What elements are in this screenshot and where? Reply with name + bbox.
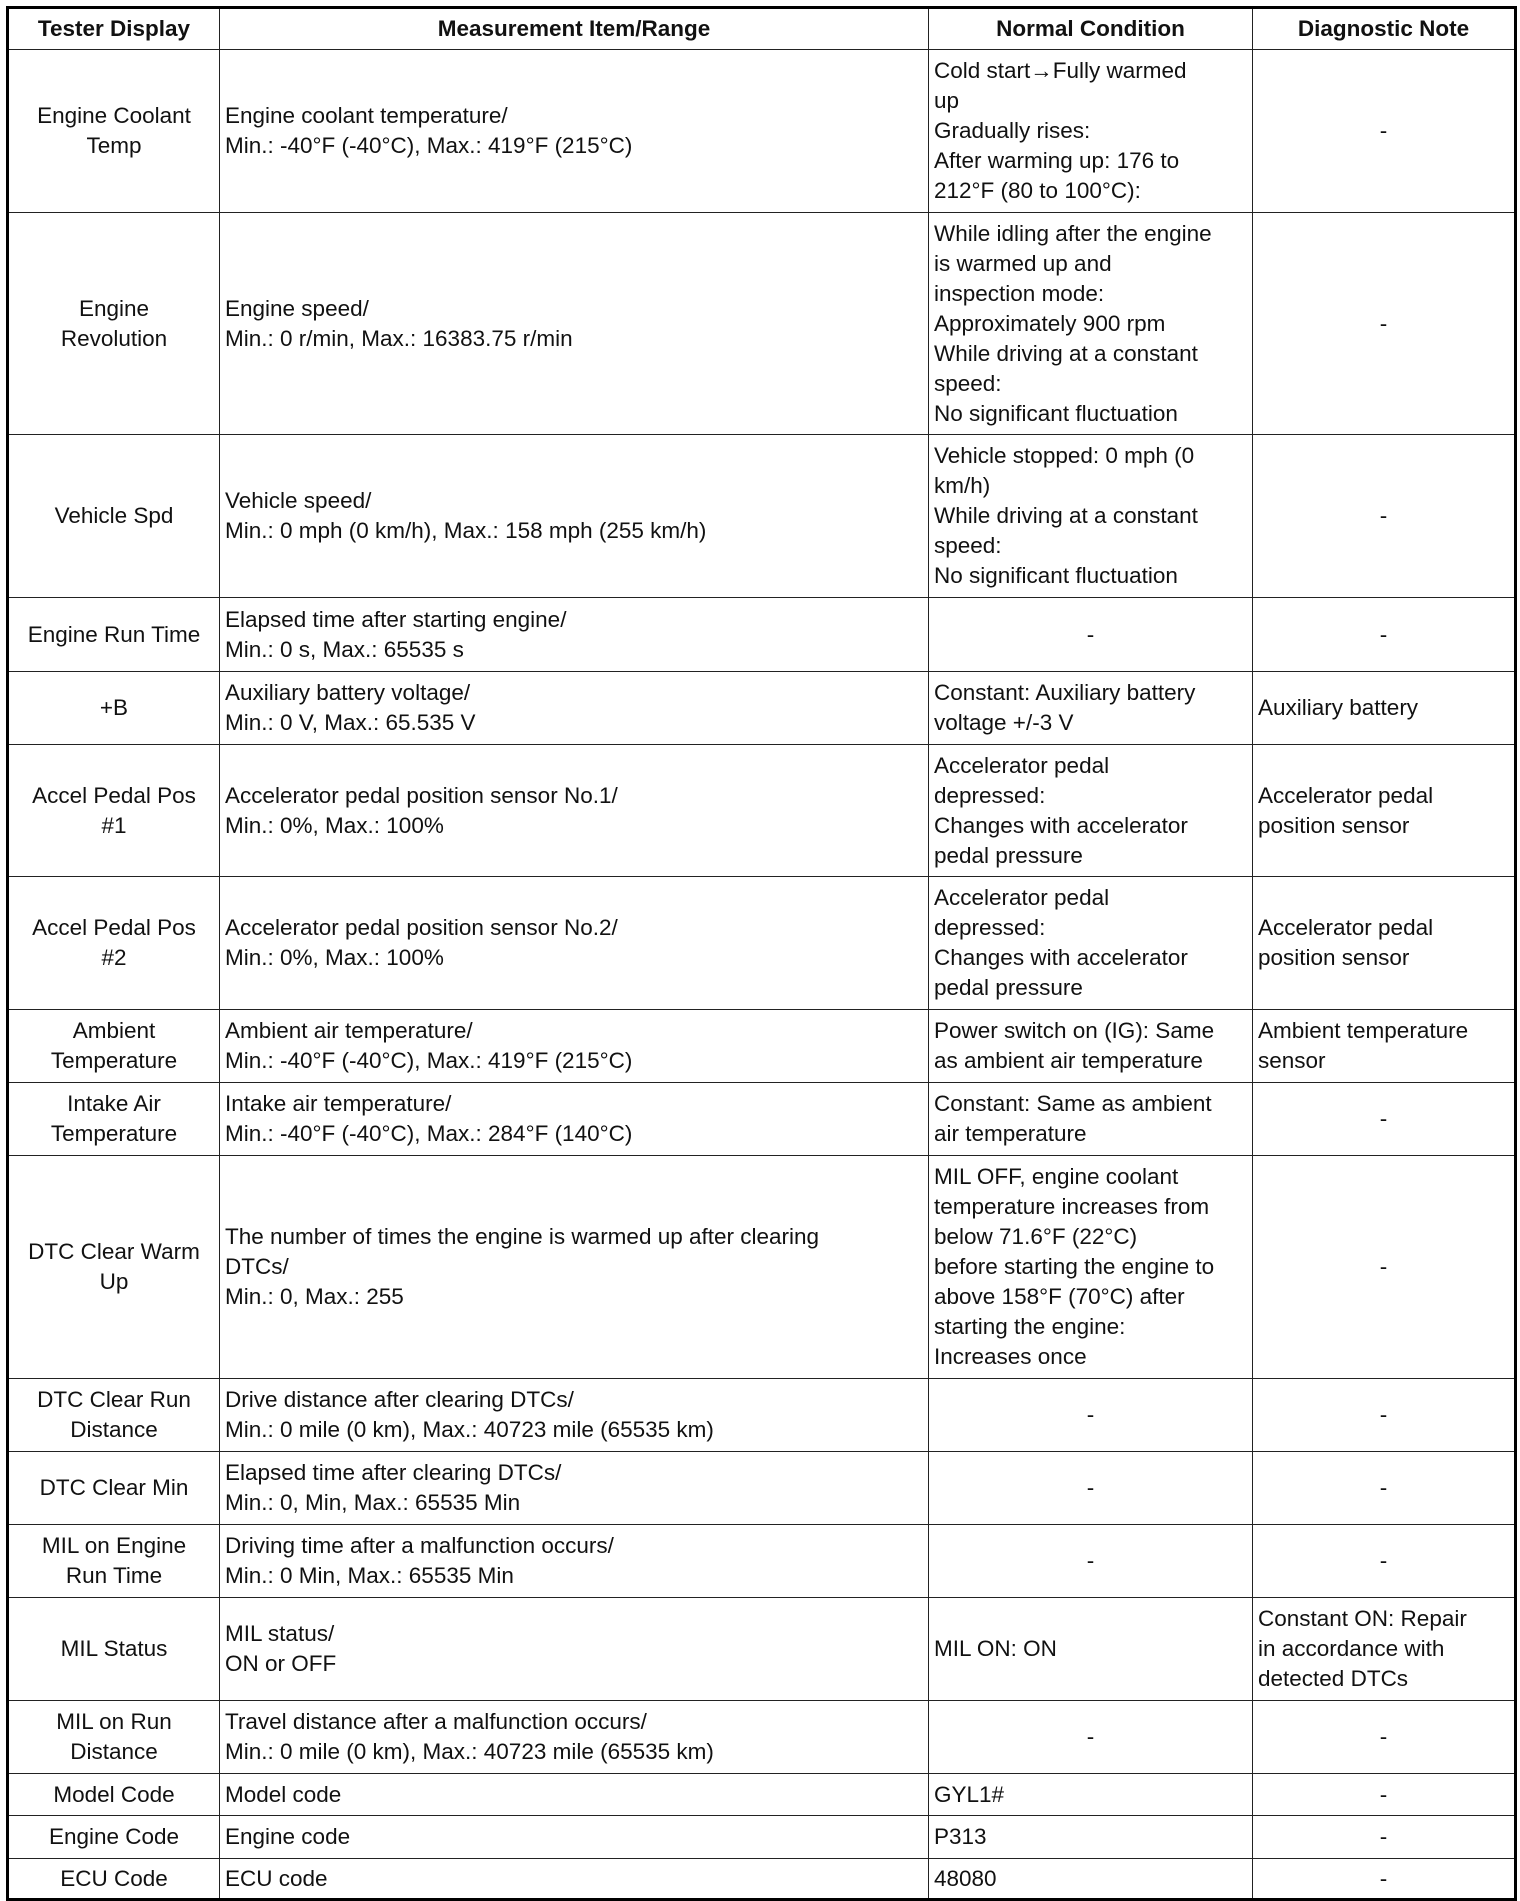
cell-line: The number of times the engine is warmed up after clearing <box>225 1224 820 1249</box>
cell-line: Constant: Auxiliary battery <box>934 680 1196 705</box>
cell-line: above 158°F (70°C) after <box>934 1284 1185 1309</box>
cell-line: Accelerator pedal <box>934 885 1110 910</box>
cell-line: Accel Pedal Pos <box>32 782 196 808</box>
tester-display-cell <box>8 1774 220 1816</box>
tester-display-cell <box>8 1083 220 1156</box>
normal-condition-cell <box>929 745 1253 877</box>
table-row <box>8 745 1516 877</box>
cell-line: below 71.6°F (22°C) <box>934 1224 1138 1249</box>
cell-line: - <box>1379 1781 1388 1807</box>
diagnostic-note-cell <box>1253 1156 1516 1379</box>
cell-line: Temperature <box>50 1048 178 1073</box>
cell-line: P313 <box>934 1824 987 1849</box>
cell-line: - <box>1379 1402 1388 1427</box>
cell-line: Power switch on (IG): Same <box>934 1018 1215 1043</box>
table-row <box>8 1774 1516 1816</box>
diagnostic-note-cell <box>1253 1598 1516 1701</box>
cell-line: Min.: 0, Max.: 255 <box>225 1284 404 1309</box>
cell-line: Auxiliary battery voltage/ <box>225 680 471 705</box>
measurement-item-cell <box>220 1598 929 1701</box>
cell-line: Changes with accelerator <box>934 812 1188 838</box>
cell-line: #2 <box>101 945 127 970</box>
tester-display-cell <box>8 50 220 213</box>
cell-line: air temperature <box>934 1121 1087 1146</box>
normal-condition-cell <box>929 1010 1253 1083</box>
table-row <box>8 1598 1516 1701</box>
cell-line: Model Code <box>53 1781 175 1807</box>
cell-line: Engine coolant temperature/ <box>225 103 508 128</box>
cell-line: Min.: 0 Min, Max.: 65535 Min <box>225 1563 514 1588</box>
cell-line: Ambient <box>72 1018 156 1043</box>
cell-line: Increases once <box>934 1344 1087 1369</box>
cell-line: MIL ON: ON <box>934 1636 1057 1661</box>
header-tester-display: Tester Display <box>8 8 220 50</box>
cell-line: MIL OFF, engine coolant <box>934 1164 1179 1189</box>
cell-line: ECU code <box>225 1865 328 1891</box>
cell-line: Accelerator pedal position sensor No.2/ <box>225 915 618 940</box>
cell-line: MIL Status <box>60 1636 168 1661</box>
table-row <box>8 1525 1516 1598</box>
tester-display-cell <box>8 1379 220 1452</box>
normal-condition-cell <box>929 1452 1253 1525</box>
measurement-item-cell <box>220 1452 929 1525</box>
cell-line: speed: <box>934 533 1002 558</box>
measurement-item-cell <box>220 50 929 213</box>
cell-line: Elapsed time after starting engine/ <box>225 606 567 632</box>
cell-line: - <box>1086 1548 1095 1573</box>
measurement-item-cell <box>220 1379 929 1452</box>
cell-line: Ambient air temperature/ <box>225 1018 473 1043</box>
normal-condition-cell <box>929 435 1253 598</box>
normal-condition-cell <box>929 1859 1253 1900</box>
cell-line: Min.: 0 mile (0 km), Max.: 40723 mile (65535 km) <box>225 1739 714 1764</box>
cell-line: depressed: <box>934 782 1046 808</box>
diagnostic-note-cell <box>1253 435 1516 598</box>
cell-line: Constant: Same as ambient <box>934 1091 1212 1116</box>
cell-line: Vehicle stopped: 0 mph (0 <box>934 443 1195 468</box>
table-row <box>8 1701 1516 1774</box>
cell-line: Engine <box>78 295 150 321</box>
measurement-item-cell <box>220 1774 929 1816</box>
cell-line: DTCs/ <box>225 1254 289 1279</box>
cell-line: DTC Clear Warm <box>28 1239 200 1264</box>
cell-line: Min.: -40°F (-40°C), Max.: 419°F (215°C) <box>225 133 633 158</box>
measurement-item-cell <box>220 1525 929 1598</box>
table-row <box>8 598 1516 672</box>
cell-line: Distance <box>70 1417 158 1442</box>
cell-line: temperature increases from <box>934 1194 1210 1219</box>
cell-line: Min.: 0 V, Max.: 65.535 V <box>225 710 476 735</box>
cell-line: pedal pressure <box>934 975 1083 1000</box>
measurement-item-cell <box>220 877 929 1010</box>
measurement-item-cell <box>220 213 929 435</box>
cell-line: Run Time <box>65 1563 163 1588</box>
cell-line: 212°F (80 to 100°C): <box>934 178 1141 203</box>
diagnostic-note-cell <box>1253 598 1516 672</box>
cell-line: Distance <box>70 1739 158 1764</box>
cell-line: - <box>1379 310 1388 336</box>
measurement-item-cell <box>220 598 929 672</box>
normal-condition-cell <box>929 877 1253 1010</box>
cell-line: - <box>1379 1475 1388 1500</box>
normal-condition-cell <box>929 1598 1253 1701</box>
cell-line: Vehicle speed/ <box>225 488 372 513</box>
measurement-item-cell <box>220 435 929 598</box>
normal-condition-cell <box>929 672 1253 745</box>
cell-line: - <box>1379 1824 1388 1849</box>
cell-line: - <box>1379 1724 1388 1749</box>
cell-line: Min.: 0 mph (0 km/h), Max.: 158 mph (255 km/h) <box>225 518 707 543</box>
cell-line: Drive distance after clearing DTCs/ <box>225 1387 574 1412</box>
cell-line: in accordance with <box>1258 1636 1445 1661</box>
cell-line: No significant fluctuation <box>934 400 1178 426</box>
cell-line: Gradually rises: <box>934 118 1091 143</box>
cell-line: - <box>1086 1402 1095 1427</box>
diagnostic-note-cell <box>1253 1379 1516 1452</box>
cell-line: before starting the engine to <box>934 1254 1215 1279</box>
cell-line: Min.: 0%, Max.: 100% <box>225 812 444 838</box>
cell-line: Engine Code <box>48 1824 180 1849</box>
cell-line: - <box>1379 1865 1388 1891</box>
tester-display-cell <box>8 1859 220 1900</box>
normal-condition-cell <box>929 1525 1253 1598</box>
normal-condition-cell <box>929 1156 1253 1379</box>
cell-line: #1 <box>101 812 127 838</box>
cell-line: No significant fluctuation <box>934 563 1178 588</box>
cell-line: Min.: -40°F (-40°C), Max.: 419°F (215°C) <box>225 1048 633 1073</box>
cell-line: Intake Air <box>67 1091 161 1116</box>
header-normal-condition: Normal Condition <box>929 8 1253 50</box>
cell-line: as ambient air temperature <box>934 1048 1203 1073</box>
cell-line: - <box>1379 621 1388 647</box>
cell-line: Temperature <box>50 1121 178 1146</box>
tester-display-cell <box>8 745 220 877</box>
cell-line: Accelerator pedal <box>1258 782 1434 808</box>
cell-line: Changes with accelerator <box>934 945 1188 970</box>
header-diagnostic-note: Diagnostic Note <box>1253 8 1516 50</box>
table-row <box>8 213 1516 435</box>
cell-line: Min.: 0 s, Max.: 65535 s <box>225 636 464 662</box>
cell-line: inspection mode: <box>934 280 1105 306</box>
cell-line: Temp <box>86 133 142 158</box>
cell-line: Constant ON: Repair <box>1258 1606 1467 1631</box>
cell-line: Min.: 0%, Max.: 100% <box>225 945 444 970</box>
cell-line: 48080 <box>934 1865 997 1891</box>
cell-line: Ambient temperature <box>1258 1018 1469 1043</box>
diagnostic-note-cell <box>1253 1452 1516 1525</box>
cell-line: Revolution <box>60 325 168 351</box>
measurement-item-cell <box>220 1859 929 1900</box>
diagnostic-note-cell <box>1253 877 1516 1010</box>
diagnostic-note-cell <box>1253 1525 1516 1598</box>
cell-line: Cold start→Fully warmed <box>934 58 1187 83</box>
diagnostic-note-cell <box>1253 745 1516 877</box>
cell-line: Model code <box>225 1781 342 1807</box>
measurement-item-cell <box>220 1156 929 1379</box>
diagnostic-note-cell <box>1253 1774 1516 1816</box>
table-row <box>8 1083 1516 1156</box>
cell-line: - <box>1379 1548 1388 1573</box>
cell-line: ECU Code <box>60 1865 168 1891</box>
cell-line: +B <box>99 695 129 720</box>
table-row <box>8 1379 1516 1452</box>
cell-line: Auxiliary battery <box>1258 695 1419 720</box>
cell-line: DTC Clear Run <box>37 1387 191 1412</box>
diagnostic-note-cell <box>1253 672 1516 745</box>
normal-condition-cell <box>929 1083 1253 1156</box>
measurement-item-cell <box>220 1701 929 1774</box>
data-monitor-table <box>6 6 1517 1901</box>
cell-line: Min.: 0 mile (0 km), Max.: 40723 mile (65535 km) <box>225 1417 714 1442</box>
cell-line: While idling after the engine <box>934 220 1212 246</box>
diagnostic-note-cell <box>1253 50 1516 213</box>
tester-display-cell <box>8 435 220 598</box>
cell-line: GYL1# <box>934 1781 1005 1807</box>
tester-display-cell <box>8 598 220 672</box>
cell-line: Engine speed/ <box>225 295 369 321</box>
cell-line: - <box>1379 1106 1388 1131</box>
cell-line: While driving at a constant <box>934 340 1198 366</box>
tester-display-cell <box>8 1010 220 1083</box>
table-row <box>8 877 1516 1010</box>
cell-line: - <box>1379 118 1388 143</box>
normal-condition-cell <box>929 1774 1253 1816</box>
tester-display-cell <box>8 1452 220 1525</box>
cell-line: - <box>1086 1724 1095 1749</box>
diagnostic-note-cell <box>1253 1816 1516 1859</box>
diagnostic-note-cell <box>1253 1859 1516 1900</box>
tester-display-cell <box>8 1598 220 1701</box>
cell-line: - <box>1379 503 1388 528</box>
diagnostic-note-cell <box>1253 213 1516 435</box>
header-row <box>8 8 1516 50</box>
cell-line: Accel Pedal Pos <box>32 915 196 940</box>
cell-line: MIL status/ <box>225 1621 335 1646</box>
cell-line: Elapsed time after clearing DTCs/ <box>225 1460 562 1485</box>
cell-line: Up <box>99 1269 129 1294</box>
cell-line: Min.: 0, Min, Max.: 65535 Min <box>225 1490 521 1515</box>
cell-line: Travel distance after a malfunction occurs/ <box>225 1709 647 1734</box>
cell-line: sensor <box>1258 1048 1326 1073</box>
normal-condition-cell <box>929 1701 1253 1774</box>
cell-line: up <box>934 88 960 113</box>
cell-line: - <box>1379 1254 1388 1279</box>
cell-line: speed: <box>934 370 1002 396</box>
normal-condition-cell <box>929 213 1253 435</box>
normal-condition-cell <box>929 598 1253 672</box>
table-row <box>8 1156 1516 1379</box>
cell-line: Approximately 900 rpm <box>934 310 1166 336</box>
cell-line: MIL on Engine <box>41 1533 187 1558</box>
table-row <box>8 672 1516 745</box>
normal-condition-cell <box>929 50 1253 213</box>
tester-display-cell <box>8 1156 220 1379</box>
cell-line: voltage +/-3 V <box>934 710 1074 735</box>
cell-line: position sensor <box>1258 945 1410 970</box>
diagnostic-note-cell <box>1253 1701 1516 1774</box>
measurement-item-cell <box>220 672 929 745</box>
cell-line: ON or OFF <box>225 1651 337 1676</box>
table-row <box>8 1010 1516 1083</box>
cell-line: position sensor <box>1258 812 1410 838</box>
cell-line: Vehicle Spd <box>54 503 174 528</box>
cell-line: - <box>1086 621 1095 647</box>
cell-line: Engine code <box>225 1824 351 1849</box>
cell-line: After warming up: 176 to <box>934 148 1180 173</box>
cell-line: Accelerator pedal position sensor No.1/ <box>225 782 618 808</box>
cell-line: Driving time after a malfunction occurs/ <box>225 1533 614 1558</box>
normal-condition-cell <box>929 1379 1253 1452</box>
cell-line: is warmed up and <box>934 250 1112 276</box>
tester-display-cell <box>8 1816 220 1859</box>
normal-condition-cell <box>929 1816 1253 1859</box>
tester-display-cell <box>8 1525 220 1598</box>
cell-line: depressed: <box>934 915 1046 940</box>
cell-line: starting the engine: <box>934 1314 1126 1339</box>
cell-line: detected DTCs <box>1258 1666 1409 1691</box>
measurement-item-cell <box>220 1083 929 1156</box>
cell-line: Min.: 0 r/min, Max.: 16383.75 r/min <box>225 325 573 351</box>
cell-line: Min.: -40°F (-40°C), Max.: 284°F (140°C) <box>225 1121 633 1146</box>
tester-display-cell <box>8 672 220 745</box>
cell-line: - <box>1086 1475 1095 1500</box>
diagnostic-note-cell <box>1253 1010 1516 1083</box>
cell-line: km/h) <box>934 473 991 498</box>
cell-line: pedal pressure <box>934 842 1083 868</box>
cell-line: Accelerator pedal <box>934 752 1110 778</box>
tester-display-cell <box>8 877 220 1010</box>
measurement-item-cell <box>220 1816 929 1859</box>
cell-line: Intake air temperature/ <box>225 1091 452 1116</box>
table-row <box>8 435 1516 598</box>
tester-display-cell <box>8 213 220 435</box>
table-row <box>8 1859 1516 1900</box>
table-row <box>8 1816 1516 1859</box>
cell-line: Engine Run Time <box>27 621 201 647</box>
tester-display-cell <box>8 1701 220 1774</box>
table-row <box>8 50 1516 213</box>
header-measurement-item: Measurement Item/Range <box>220 8 929 50</box>
table-row <box>8 1452 1516 1525</box>
cell-line: DTC Clear Min <box>39 1475 189 1500</box>
diagnostic-note-cell <box>1253 1083 1516 1156</box>
measurement-item-cell <box>220 745 929 877</box>
cell-line: While driving at a constant <box>934 503 1198 528</box>
measurement-item-cell <box>220 1010 929 1083</box>
cell-line: MIL on Run <box>56 1709 172 1734</box>
cell-line: Accelerator pedal <box>1258 915 1434 940</box>
cell-line: Engine Coolant <box>37 103 191 128</box>
